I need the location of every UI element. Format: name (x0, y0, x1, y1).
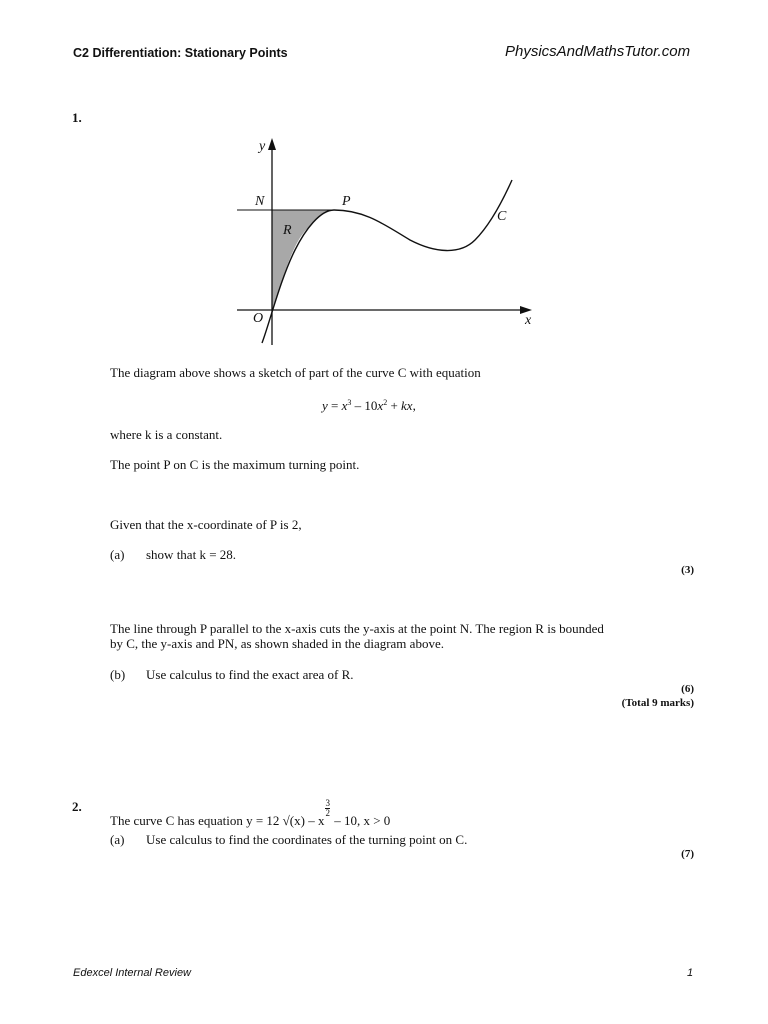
q2-fraction-exponent (325, 799, 330, 818)
eq-power-3: 3 (347, 398, 352, 407)
eq-x1: x (341, 398, 348, 413)
q2-exp-denominator: 2 (325, 808, 330, 818)
q2-part-a-label: (a) (110, 832, 125, 847)
footer-source: Edexcel Internal Review (73, 967, 192, 979)
point-p-label: P (342, 194, 351, 209)
eq-power-2: 2 (383, 398, 388, 407)
q2-text-after: – 10, x > 0 (330, 813, 391, 828)
q2-equation-line (110, 799, 390, 829)
q1-part-a-marks: (3) (681, 564, 694, 576)
curve-diagram (225, 130, 545, 355)
q1-paragraph-line-1: The line through P parallel to the x-axis cuts the y-axis at the point N. The region R is bounded (110, 621, 604, 636)
eq-minus-10: – 10 (351, 398, 378, 413)
eq-kx: kx (401, 398, 413, 413)
footer-page-number: 1 (687, 967, 694, 979)
eq-x2: x (377, 398, 384, 413)
eq-plus: + (387, 398, 402, 413)
q1-part-a-text: show that k = 28. (146, 547, 237, 562)
q1-part-b-text: Use calculus to find the exact area of R. (146, 667, 354, 682)
eq-y: y (322, 398, 328, 413)
q1-point-p-text: The point P on C is the maximum turning point. (110, 457, 360, 472)
q2-text-before: The curve C has equation y = 12 √(x) – x (110, 813, 325, 828)
question-2-number: 2. (72, 799, 82, 814)
point-n-label: N (255, 194, 265, 209)
q2-exp-numerator: 3 (325, 798, 330, 808)
page-header-title: C2 Differentiation: Stationary Points (73, 46, 288, 60)
q2-part-a-marks: (7) (681, 848, 694, 860)
region-r-shading (272, 210, 334, 310)
eq-comma: , (412, 398, 416, 413)
q1-paragraph-line-2: by C, the y-axis and PN, as shown shaded in the diagram above. (110, 636, 444, 651)
q1-total-marks: (Total 9 marks) (621, 697, 694, 709)
site-name: PhysicsAndMathsTutor.com (505, 43, 691, 60)
curve-c-label: C (497, 209, 507, 224)
curve-c (262, 180, 512, 343)
question-1-number: 1. (72, 110, 82, 125)
region-r-label: R (283, 223, 292, 238)
q1-k-constant-text: where k is a constant. (110, 427, 223, 442)
eq-equals: = (327, 398, 342, 413)
origin-label: O (253, 311, 264, 326)
q1-part-a-label: (a) (110, 547, 125, 562)
q1-intro-text: The diagram above shows a sketch of part of the curve C with equation (110, 365, 481, 380)
q1-part-b-label: (b) (110, 667, 126, 682)
q1-equation (322, 398, 416, 414)
y-axis-label: y (259, 139, 266, 154)
x-axis-label: x (525, 313, 532, 328)
q2-part-a-text: Use calculus to find the coordinates of the turning point on C. (146, 832, 468, 847)
q1-given-text: Given that the x-coordinate of P is 2, (110, 517, 302, 532)
y-axis-arrow (268, 138, 276, 150)
q1-part-b-marks: (6) (681, 683, 694, 695)
